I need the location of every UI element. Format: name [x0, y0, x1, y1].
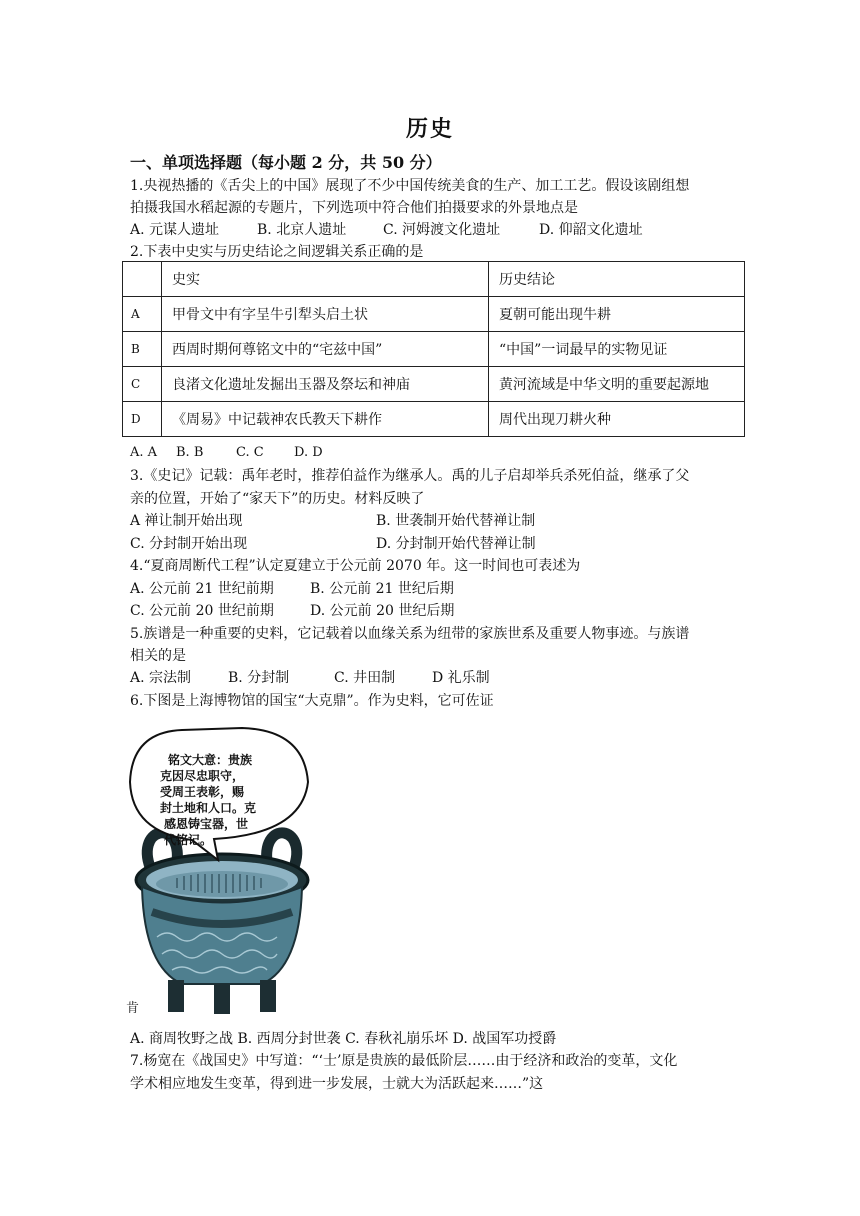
q2-option-a[interactable]: A. A	[130, 445, 158, 460]
q1-options	[130, 220, 643, 240]
q2-stem: 2.下表中史实与历史结论之间逻辑关系正确的是	[130, 244, 424, 260]
q2-option-b[interactable]: B. B	[176, 445, 204, 460]
q4-options-row1	[130, 579, 454, 599]
q4-option-a[interactable]: A. 公元前 21 世纪前期	[130, 581, 274, 597]
q4-option-b[interactable]: B. 公元前 21 世纪后期	[310, 581, 454, 597]
q1-stem-line2: 拍摄我国水稻起源的专题片，下列选项中符合他们拍摄要求的外景地点是	[130, 200, 578, 216]
q4-options-row2	[130, 601, 454, 621]
bubble-line: 感恩铸宝器，世	[164, 817, 249, 831]
table-cell-letter: C	[123, 367, 162, 402]
table-header-fact: 史实	[162, 262, 489, 297]
q2-option-d[interactable]: D. D	[294, 445, 323, 460]
q6-options[interactable]: A. 商周牧野之战 B. 西周分封世袭 C. 春秋礼崩乐坏 D. 战国军功授爵	[130, 1031, 557, 1047]
bubble-line: 封土地和人口。克	[160, 801, 257, 815]
q5-option-a[interactable]: A. 宗法制	[130, 670, 192, 686]
q5-option-c[interactable]: C. 井田制	[334, 670, 396, 686]
bubble-line: 代铭记。	[164, 833, 213, 847]
table-cell-fact: 良渚文化遗址发掘出玉器及祭坛和神庙	[162, 367, 489, 402]
q1-option-a[interactable]: A. 元谋人遗址	[130, 222, 220, 238]
q3-option-d[interactable]: D. 分封制开始代替禅让制	[376, 536, 536, 552]
svg-text:肯: 肯	[126, 1001, 140, 1016]
q2-table	[122, 261, 745, 437]
section-heading: 一、单项选择题（每小题 2 分，共 50 分）	[130, 153, 442, 172]
q3-stem-line1: 3.《史记》记载：禹年老时，推荐伯益作为继承人。禹的儿子启却举兵杀死伯益，继承了父	[130, 468, 690, 484]
table-header-conclusion: 历史结论	[489, 262, 745, 297]
q4-stem: 4.“夏商周断代工程”认定夏建立于公元前 2070 年。这一时间也可表述为	[130, 558, 581, 574]
q7-stem-line1: 7.杨宽在《战国史》中写道：“‘士’原是贵族的最低阶层……由于经济和政治的变革，文化	[130, 1053, 678, 1069]
q5-options	[130, 668, 490, 688]
table-row	[123, 402, 745, 437]
q4-option-d[interactable]: D. 公元前 20 世纪后期	[310, 603, 455, 619]
table-cell-conclusion: 夏朝可能出现牛耕	[489, 297, 745, 332]
table-cell-letter: D	[123, 402, 162, 437]
q3-options-row1	[130, 511, 535, 531]
table-cell-conclusion: 周代出现刀耕火种	[489, 402, 745, 437]
q3-option-b[interactable]: B. 世袭制开始代替禅让制	[376, 513, 536, 529]
q5-stem-line1: 5.族谱是一种重要的史料，它记载着以血缘关系为纽带的家族世系及重要人物事迹。与族谱	[130, 626, 690, 642]
table-cell-fact: 甲骨文中有字呈牛引犁头启土状	[162, 297, 489, 332]
q2-options	[130, 443, 323, 463]
table-cell-conclusion: 黄河流域是中华文明的重要起源地	[489, 367, 745, 402]
q2-option-c[interactable]: C. C	[236, 445, 264, 460]
q3-option-c[interactable]: C. 分封制开始出现	[130, 536, 248, 552]
table-cell-fact: 《周易》中记载神农氏教天下耕作	[162, 402, 489, 437]
q3-options-row2	[130, 534, 536, 554]
q1-option-c[interactable]: C. 河姆渡文化遗址	[383, 222, 501, 238]
q6-stem: 6.下图是上海博物馆的国宝“大克鼎”。作为史料，它可佐证	[130, 693, 494, 709]
table-cell	[123, 262, 162, 297]
q5-option-d[interactable]: D 礼乐制	[432, 670, 490, 686]
bubble-line: 铭文大意：贵族	[168, 753, 253, 767]
table-cell-fact: 西周时期何尊铭文中的“宅兹中国”	[162, 332, 489, 367]
q1-option-d[interactable]: D. 仰韶文化遗址	[539, 222, 643, 238]
q4-option-c[interactable]: C. 公元前 20 世纪前期	[130, 603, 274, 619]
q1-option-b[interactable]: B. 北京人遗址	[257, 222, 347, 238]
table-cell-letter: B	[123, 332, 162, 367]
table-cell-conclusion: “中国”一词最早的实物见证	[489, 332, 745, 367]
table-row	[123, 332, 745, 367]
q1-stem-line1: 1.央视热播的《舌尖上的中国》展现了不少中国传统美食的生产、加工工艺。假设该剧组想	[130, 178, 690, 194]
da-ke-ding-figure	[122, 722, 322, 1018]
bubble-line: 克因尽忠职守，	[160, 769, 245, 783]
bubble-inscription-text	[160, 752, 308, 848]
q5-stem-line2: 相关的是	[130, 648, 186, 664]
table-row	[123, 297, 745, 332]
q5-option-b[interactable]: B. 分封制	[228, 670, 290, 686]
table-header-row	[123, 262, 745, 297]
q7-stem-line2: 学术相应地发生变革，得到进一步发展，士就大为活跃起来……”这	[130, 1076, 544, 1092]
table-cell-letter: A	[123, 297, 162, 332]
q3-stem-line2: 亲的位置，开始了“家天下”的历史。材料反映了	[130, 491, 425, 507]
page-title: 历史	[405, 116, 454, 142]
q3-option-a[interactable]: A 禅让制开始出现	[130, 513, 243, 529]
table-row	[123, 367, 745, 402]
bubble-line: 受周王表彰，赐	[160, 785, 245, 799]
